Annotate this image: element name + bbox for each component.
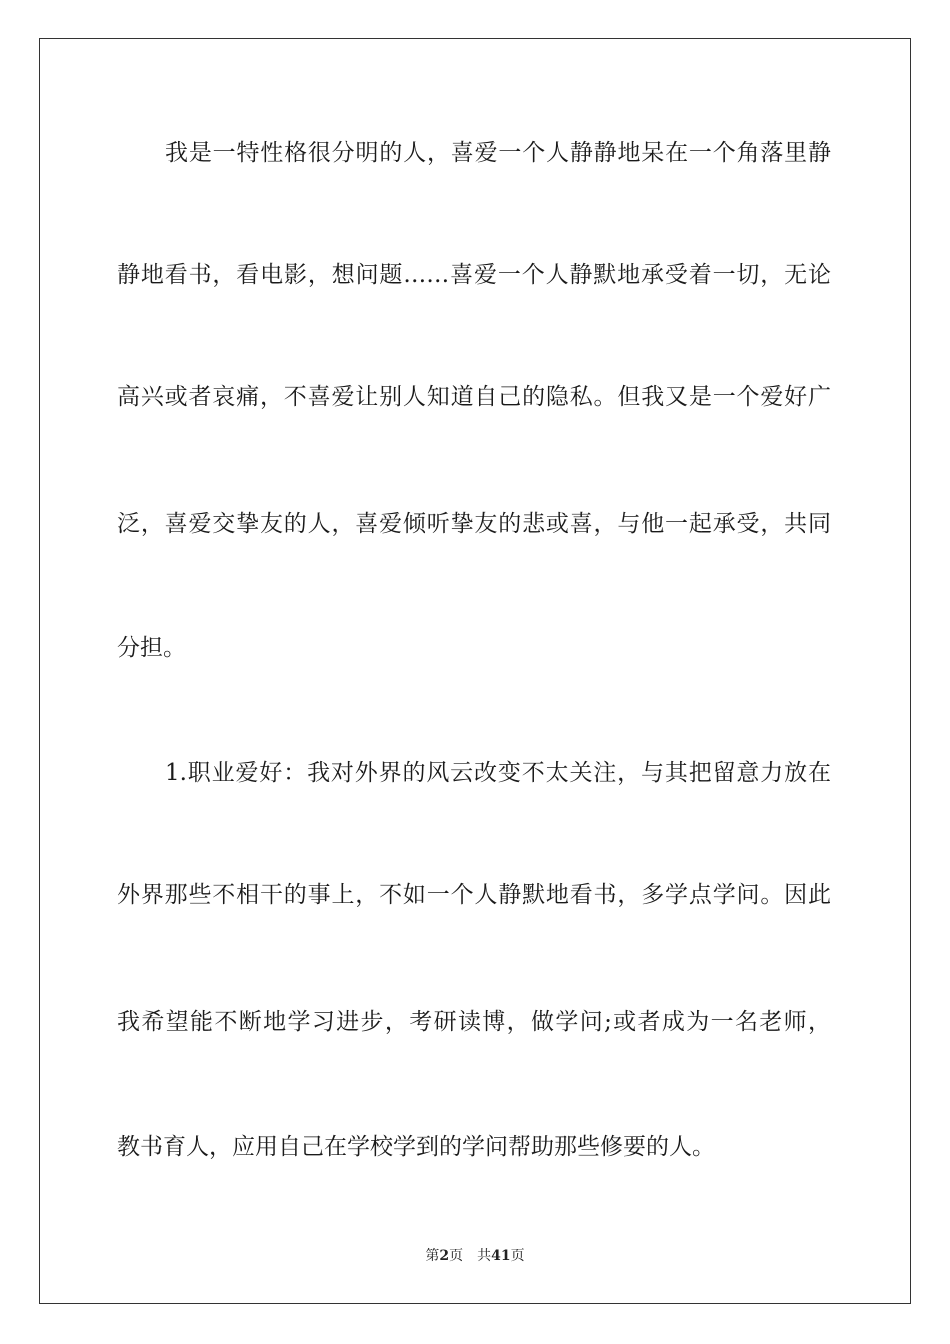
paragraph-2-line-1: 1.职业爱好：我对外界的风云改变不太关注，与其把留意力放在 <box>165 760 831 786</box>
footer-total-suffix: 页 <box>510 1248 525 1264</box>
paragraph-1-line-2: 静地看书，看电影，想问题……喜爱一个人静默地承受着一切，无论 <box>117 262 831 288</box>
page-footer <box>0 1247 950 1265</box>
footer-total-pages: 41 <box>491 1248 511 1264</box>
paragraph-2-line-3: 我希望能不断地学习进步，考研读博，做学问;或者成为一名老师， <box>117 1009 831 1035</box>
footer-page-number: 2 <box>439 1248 450 1264</box>
footer-page-prefix: 第 <box>425 1248 440 1264</box>
paragraph-2-line-4: 教书育人，应用自己在学校学到的学问帮助那些修要的人。 <box>117 1134 715 1160</box>
paragraph-1-line-4: 泛，喜爱交挚友的人，喜爱倾听挚友的悲或喜，与他一起承受，共同 <box>117 511 831 537</box>
footer-total-prefix: 共 <box>477 1248 492 1264</box>
paragraph-1-line-3: 高兴或者哀痛，不喜爱让别人知道自己的隐私。但我又是一个爱好广 <box>117 384 831 410</box>
paragraph-1-line-1: 我是一特性格很分明的人，喜爱一个人静静地呆在一个角落里静 <box>165 140 831 166</box>
paragraph-2-line-2: 外界那些不相干的事上，不如一个人静默地看书，多学点学问。因此 <box>117 882 831 908</box>
page-border <box>39 38 911 1304</box>
paragraph-1-line-5: 分担。 <box>117 635 186 661</box>
footer-page-suffix: 页 <box>449 1248 464 1264</box>
